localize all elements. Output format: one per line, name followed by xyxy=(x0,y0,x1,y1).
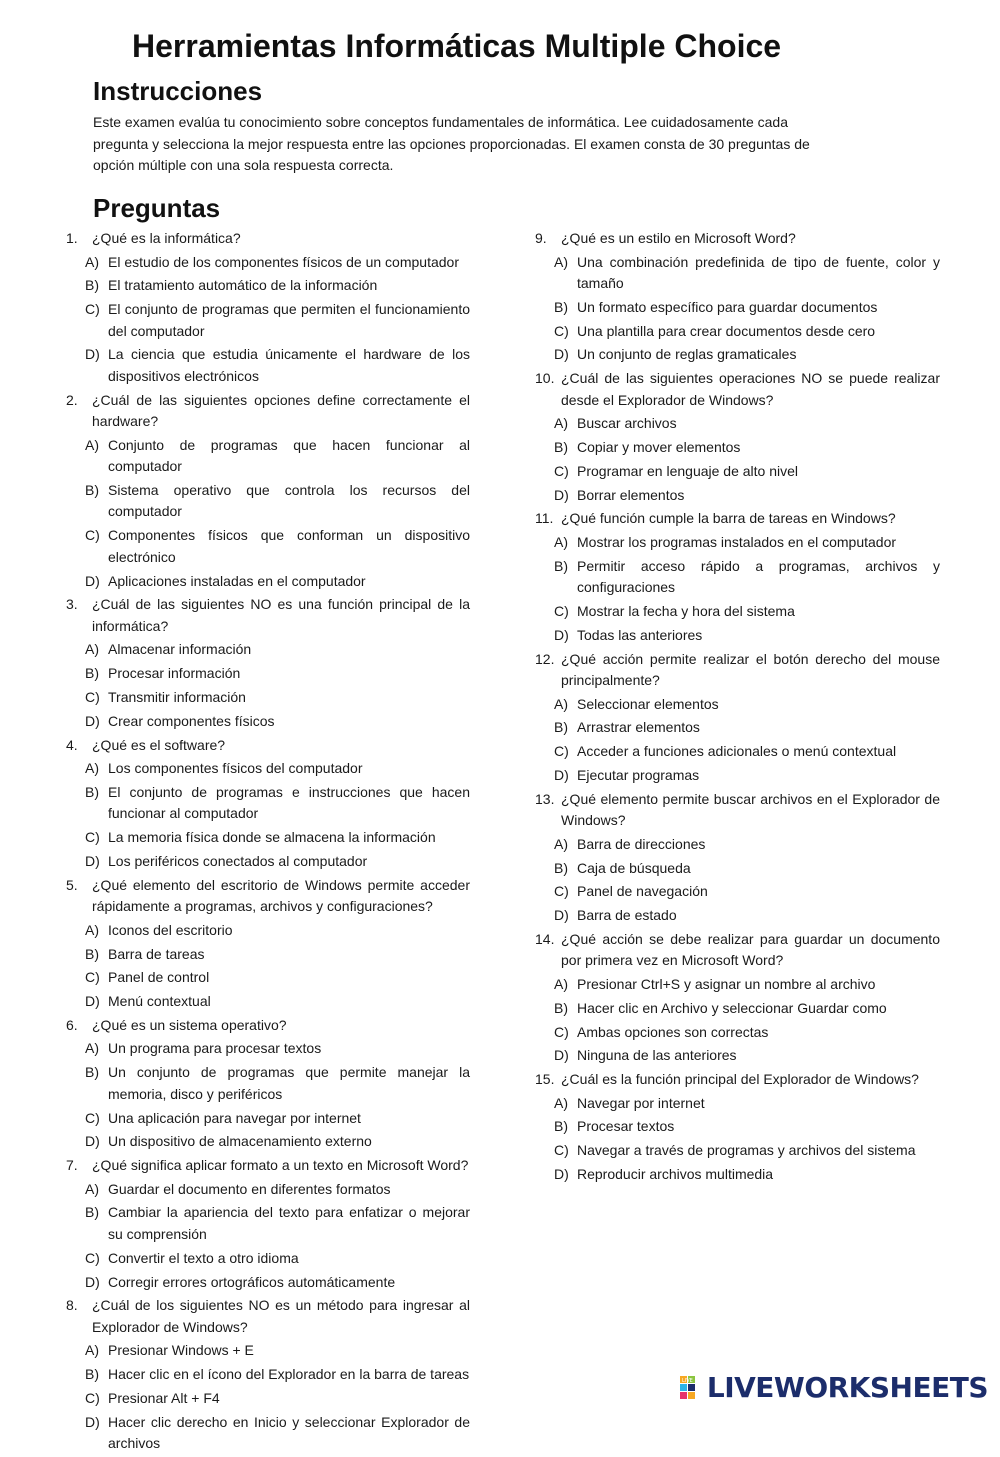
option-text: Componentes físicos que conforman un dispositivo electrónico xyxy=(108,527,470,565)
option-letter: B) xyxy=(554,999,568,1016)
answer-option[interactable] xyxy=(535,413,940,435)
option-letter: A) xyxy=(554,975,568,992)
question-number: 14. xyxy=(535,930,555,947)
option-text: Menú contextual xyxy=(108,993,211,1010)
option-text: Navegar por internet xyxy=(577,1094,705,1111)
option-text: Una combinación predefinida de tipo de fuente, color y tamaño xyxy=(577,253,940,291)
option-letter: B) xyxy=(554,557,568,574)
option-letter: D) xyxy=(85,993,100,1010)
question-text: ¿Qué elemento permite buscar archivos en el Explorador de Windows? xyxy=(561,790,940,829)
option-letter: C) xyxy=(554,1023,569,1040)
option-letter: D) xyxy=(85,346,100,363)
answer-option[interactable] xyxy=(535,1164,940,1186)
question-5 xyxy=(66,875,470,1013)
option-letter: C) xyxy=(85,1109,100,1126)
option-text: Una plantilla para crear documentos desde cero xyxy=(577,322,876,339)
answer-option[interactable] xyxy=(66,1248,470,1270)
question-12 xyxy=(535,649,940,787)
answer-options xyxy=(66,1340,470,1454)
option-text: Ambas opciones son correctas xyxy=(577,1023,769,1040)
answer-options xyxy=(66,758,470,872)
option-text: Presionar Ctrl+S y asignar un nombre al archivo xyxy=(577,975,876,992)
option-letter: A) xyxy=(554,835,568,852)
option-text: Almacenar información xyxy=(108,641,252,658)
answer-option[interactable] xyxy=(66,1202,470,1245)
option-text: Procesar información xyxy=(108,665,241,682)
instructions-heading: Instrucciones xyxy=(93,76,263,106)
option-text: Barra de estado xyxy=(577,907,677,924)
option-text: Borrar elementos xyxy=(577,486,685,503)
question-11 xyxy=(535,508,940,646)
option-text: Procesar textos xyxy=(577,1118,675,1135)
question-text: ¿Qué significa aplicar formato a un texto en Microsoft Word? xyxy=(92,1157,469,1174)
option-letter: A) xyxy=(85,1180,99,1197)
answer-option[interactable] xyxy=(66,967,470,989)
question-text-row xyxy=(535,929,940,972)
option-letter: D) xyxy=(85,1273,100,1290)
question-text-row xyxy=(66,594,470,637)
option-letter: D) xyxy=(85,712,100,729)
answer-option[interactable] xyxy=(535,905,940,927)
option-letter: B) xyxy=(554,719,568,736)
option-letter: B) xyxy=(85,665,99,682)
option-text: Barra de tareas xyxy=(108,945,205,962)
option-text: El tratamiento automático de la información xyxy=(108,277,378,294)
option-letter: B) xyxy=(85,783,99,800)
option-letter: A) xyxy=(554,695,568,712)
question-number: 7. xyxy=(66,1157,78,1174)
option-letter: A) xyxy=(85,921,99,938)
answer-option[interactable] xyxy=(66,1131,470,1153)
option-text: Un conjunto de reglas gramaticales xyxy=(577,346,797,363)
answer-option[interactable] xyxy=(66,1062,470,1105)
option-letter: C) xyxy=(554,322,569,339)
question-number: 4. xyxy=(66,736,78,753)
option-letter: B) xyxy=(85,1064,99,1081)
option-letter: D) xyxy=(554,486,569,503)
answer-option[interactable] xyxy=(535,1045,940,1067)
answer-option[interactable] xyxy=(66,275,470,297)
question-14 xyxy=(535,929,940,1067)
question-text-row xyxy=(66,875,470,918)
option-text: Permitir acceso rápido a programas, archivos y configuraciones xyxy=(577,557,940,596)
question-number: 12. xyxy=(535,650,555,667)
option-text: Presionar Windows + E xyxy=(108,1342,254,1359)
option-text: Seleccionar elementos xyxy=(577,695,719,712)
answer-option[interactable] xyxy=(66,827,470,849)
option-text: Sistema operativo que controla los recursos del computador xyxy=(108,481,470,520)
answer-option[interactable] xyxy=(535,321,940,343)
question-text: ¿Qué es un estilo en Microsoft Word? xyxy=(561,230,796,246)
option-letter: A) xyxy=(85,641,99,658)
answer-option[interactable] xyxy=(535,858,940,880)
answer-option[interactable] xyxy=(535,461,940,483)
question-number: 1. xyxy=(66,230,78,246)
answer-option[interactable] xyxy=(535,694,940,716)
option-text: Aplicaciones instaladas en el computador xyxy=(108,572,366,589)
option-text: Una aplicación para navegar por internet xyxy=(108,1109,361,1126)
answer-options xyxy=(66,252,470,388)
logo-letters: LIVE xyxy=(681,1377,693,1384)
instructions-text: Este examen evalúa tu conocimiento sobre conceptos fundamentales de informática. Lee cuidadosamente cada pregunta y selecciona la mejor respuesta entre las opciones proporcionadas. El examen consta de 30 preguntas de opción múltiple con una sola respuesta correcta. xyxy=(93,114,810,173)
answer-option[interactable] xyxy=(535,998,940,1020)
answer-options xyxy=(535,532,940,646)
question-text: ¿Cuál de las siguientes operaciones NO se puede realizar desde el Explorador de Windows? xyxy=(561,370,940,408)
option-text: El conjunto de programas e instrucciones que hacen funcionar al computador xyxy=(108,783,470,822)
answer-option[interactable] xyxy=(66,920,470,942)
question-number: 11. xyxy=(535,510,554,527)
option-text: Corregir errores ortográficos automáticamente xyxy=(108,1273,396,1290)
questions-heading: Preguntas xyxy=(93,193,221,223)
questions-column-right xyxy=(535,228,940,1188)
option-letter: B) xyxy=(85,481,99,498)
option-letter: D) xyxy=(554,626,569,643)
option-letter: C) xyxy=(85,1389,100,1406)
option-letter: D) xyxy=(554,766,569,783)
answer-option[interactable] xyxy=(66,571,470,593)
question-text: ¿Cuál de los siguientes NO es un método para ingresar al Explorador de Windows? xyxy=(92,1297,470,1335)
answer-option[interactable] xyxy=(535,1116,940,1138)
answer-option[interactable] xyxy=(66,851,470,873)
option-letter: C) xyxy=(85,1249,100,1266)
option-text: Transmitir información xyxy=(108,688,246,705)
option-text: Buscar archivos xyxy=(577,415,677,432)
answer-option[interactable] xyxy=(66,944,470,966)
question-text: ¿Cuál de las siguientes opciones define correctamente el hardware? xyxy=(92,391,470,430)
option-text: Barra de direcciones xyxy=(577,835,706,852)
question-text: ¿Qué es la informática? xyxy=(92,230,241,246)
answer-option[interactable] xyxy=(66,1412,470,1455)
option-letter: C) xyxy=(554,883,569,900)
answer-option[interactable] xyxy=(66,782,470,825)
option-text: Los periféricos conectados al computador xyxy=(108,852,368,869)
option-text: Mostrar la fecha y hora del sistema xyxy=(577,602,795,619)
option-letter: C) xyxy=(85,969,100,986)
option-text: Mostrar los programas instalados en el computador xyxy=(577,533,897,550)
option-letter: A) xyxy=(554,533,568,550)
question-text-row xyxy=(66,735,470,757)
answer-options xyxy=(535,694,940,787)
answer-option[interactable] xyxy=(66,711,470,733)
question-number: 8. xyxy=(66,1297,78,1314)
question-text: ¿Qué es un sistema operativo? xyxy=(92,1016,287,1033)
answer-option[interactable] xyxy=(66,1179,470,1201)
option-text: Convertir el texto a otro idioma xyxy=(108,1249,299,1266)
answer-option[interactable] xyxy=(66,252,470,274)
brand-name: LIVEWORKSHEETS xyxy=(706,1371,988,1404)
question-1 xyxy=(66,228,470,387)
answer-option[interactable] xyxy=(66,435,470,478)
option-text: Panel de control xyxy=(108,969,210,986)
answer-option[interactable] xyxy=(66,299,470,342)
question-text-row xyxy=(535,789,940,832)
answer-option[interactable] xyxy=(66,1340,470,1362)
option-letter: D) xyxy=(554,1047,569,1064)
option-text: Iconos del escritorio xyxy=(108,921,233,938)
question-text-row xyxy=(66,1015,470,1037)
answer-option[interactable] xyxy=(66,663,470,685)
option-text: La memoria física donde se almacena la información xyxy=(108,829,436,846)
option-letter: D) xyxy=(85,1413,100,1430)
option-letter: A) xyxy=(554,415,568,432)
answer-options xyxy=(535,1093,940,1186)
option-text: Ninguna de las anteriores xyxy=(577,1047,737,1064)
option-letter: B) xyxy=(554,438,568,455)
option-letter: A) xyxy=(85,253,99,270)
option-text: Navegar a través de programas y archivos del sistema xyxy=(577,1142,916,1159)
question-number: 10. xyxy=(535,370,555,387)
question-text-row xyxy=(535,368,940,411)
question-number: 5. xyxy=(66,876,78,893)
option-text: Copiar y mover elementos xyxy=(577,438,741,455)
answer-option[interactable] xyxy=(535,1022,940,1044)
option-text: Presionar Alt + F4 xyxy=(108,1389,220,1406)
question-text: ¿Cuál es la función principal del Explorador de Windows? xyxy=(561,1071,919,1088)
answer-option[interactable] xyxy=(535,765,940,787)
option-letter: A) xyxy=(85,436,99,453)
question-7 xyxy=(66,1155,470,1293)
question-text-row xyxy=(66,1295,470,1338)
answer-options xyxy=(66,639,470,732)
answer-option[interactable] xyxy=(535,252,940,295)
question-text-row xyxy=(535,508,940,530)
option-text: La ciencia que estudia únicamente el hardware de los dispositivos electrónicos xyxy=(108,346,470,384)
option-text: Guardar el documento en diferentes formatos xyxy=(108,1180,391,1197)
question-text: ¿Qué elemento del escritorio de Windows permite acceder rápidamente a programas, archivos y configuraciones? xyxy=(92,876,470,915)
question-text: ¿Qué acción se debe realizar para guardar un documento por primera vez en Microsoft Word? xyxy=(561,930,940,969)
option-letter: A) xyxy=(554,253,568,270)
option-letter: A) xyxy=(85,1342,99,1359)
option-letter: C) xyxy=(85,301,100,318)
question-8 xyxy=(66,1295,470,1454)
option-letter: C) xyxy=(554,602,569,619)
option-letter: C) xyxy=(85,688,100,705)
option-text: Hacer clic derecho en Inicio y seleccionar Explorador de archivos xyxy=(108,1413,470,1452)
option-letter: B) xyxy=(554,298,568,315)
option-text: Cambiar la apariencia del texto para enfatizar o mejorar su comprensión xyxy=(108,1204,470,1242)
answer-option[interactable] xyxy=(535,532,940,554)
question-number: 9. xyxy=(535,230,547,246)
answer-options xyxy=(66,1038,470,1152)
option-text: Reproducir archivos multimedia xyxy=(577,1166,774,1183)
option-text: Arrastrar elementos xyxy=(577,719,700,736)
answer-option[interactable] xyxy=(66,1388,470,1410)
option-text: Crear componentes físicos xyxy=(108,712,275,729)
option-text: Hacer clic en Archivo y seleccionar Guardar como xyxy=(577,999,887,1016)
answer-option[interactable] xyxy=(66,1272,470,1294)
option-text: Un dispositivo de almacenamiento externo xyxy=(108,1133,372,1150)
option-letter: C) xyxy=(85,829,100,846)
option-text: Todas las anteriores xyxy=(577,626,703,643)
answer-option[interactable] xyxy=(66,480,470,523)
question-number: 13. xyxy=(535,790,555,807)
question-text: ¿Qué es el software? xyxy=(92,736,226,753)
option-text: Acceder a funciones adicionales o menú contextual xyxy=(577,743,897,760)
answer-option[interactable] xyxy=(66,1364,470,1386)
option-letter: A) xyxy=(85,760,99,777)
answer-option[interactable] xyxy=(535,741,940,763)
page-title: Herramientas Informáticas Multiple Choice xyxy=(132,28,782,64)
question-text-row xyxy=(535,228,940,250)
option-text: El conjunto de programas que permiten el funcionamiento del computador xyxy=(108,301,470,339)
answer-option[interactable] xyxy=(535,344,940,366)
option-letter: B) xyxy=(85,945,99,962)
option-letter: B) xyxy=(554,859,568,876)
question-4 xyxy=(66,735,470,873)
answer-option[interactable] xyxy=(535,1093,940,1115)
answer-option[interactable] xyxy=(535,834,940,856)
option-letter: B) xyxy=(85,277,99,294)
question-text-row xyxy=(66,228,470,250)
answer-option[interactable] xyxy=(66,758,470,780)
option-letter: B) xyxy=(85,1204,99,1221)
question-text-row xyxy=(66,1155,470,1177)
answer-option[interactable] xyxy=(535,437,940,459)
answer-option[interactable] xyxy=(66,1038,470,1060)
answer-option[interactable] xyxy=(66,1108,470,1130)
question-9 xyxy=(535,228,940,366)
question-text: ¿Cuál de las siguientes NO es una función principal de la informática? xyxy=(92,596,470,634)
question-number: 15. xyxy=(535,1071,555,1088)
answer-option[interactable] xyxy=(535,556,940,599)
option-text: Un conjunto de programas que permite manejar la memoria, disco y periféricos xyxy=(108,1064,470,1102)
question-15 xyxy=(535,1069,940,1185)
option-letter: A) xyxy=(554,1094,568,1111)
liveworksheets-logo-icon xyxy=(679,1375,705,1401)
option-text: Hacer clic en el ícono del Explorador en la barra de tareas xyxy=(108,1366,470,1383)
answer-option[interactable] xyxy=(535,601,940,623)
answer-option[interactable] xyxy=(66,525,470,568)
option-text: Caja de búsqueda xyxy=(577,859,691,876)
questions-column-left xyxy=(66,228,470,1457)
option-letter: D) xyxy=(85,572,100,589)
question-10 xyxy=(535,368,940,506)
question-13 xyxy=(535,789,940,927)
answer-options xyxy=(66,1179,470,1293)
option-letter: A) xyxy=(85,1040,99,1057)
liveworksheets-brand xyxy=(679,1371,988,1404)
question-number: 3. xyxy=(66,596,78,613)
option-letter: C) xyxy=(554,743,569,760)
answer-option[interactable] xyxy=(535,485,940,507)
question-3 xyxy=(66,594,470,732)
option-text: Programar en lenguaje de alto nivel xyxy=(577,462,799,479)
question-text: ¿Qué función cumple la barra de tareas en Windows? xyxy=(561,510,896,527)
answer-options xyxy=(535,252,940,366)
answer-option[interactable] xyxy=(66,344,470,387)
answer-options xyxy=(535,974,940,1067)
option-letter: D) xyxy=(85,852,100,869)
question-2 xyxy=(66,390,470,592)
answer-options xyxy=(535,413,940,506)
answer-option[interactable] xyxy=(535,974,940,996)
option-letter: B) xyxy=(554,1118,568,1135)
option-letter: C) xyxy=(85,527,100,544)
answer-option[interactable] xyxy=(66,687,470,709)
question-text-row xyxy=(535,1069,940,1091)
option-text: Los componentes físicos del computador xyxy=(108,760,363,777)
answer-options xyxy=(66,435,470,592)
option-text: El estudio de los componentes físicos de un computador xyxy=(108,253,459,270)
option-letter: C) xyxy=(554,1142,569,1159)
option-text: Un programa para procesar textos xyxy=(108,1040,322,1057)
answer-option[interactable] xyxy=(535,297,940,319)
answer-options xyxy=(535,834,940,927)
question-text-row xyxy=(66,390,470,433)
option-letter: C) xyxy=(554,462,569,479)
answer-option[interactable] xyxy=(66,639,470,661)
option-letter: D) xyxy=(554,346,569,363)
option-letter: D) xyxy=(85,1133,100,1150)
question-number: 6. xyxy=(66,1016,78,1033)
option-text: Un formato específico para guardar documentos xyxy=(577,298,878,315)
question-number: 2. xyxy=(66,391,78,408)
answer-option[interactable] xyxy=(535,717,940,739)
question-6 xyxy=(66,1015,470,1153)
option-text: Ejecutar programas xyxy=(577,766,700,783)
answer-option[interactable] xyxy=(66,991,470,1013)
option-letter: D) xyxy=(554,1166,569,1183)
question-text-row xyxy=(535,649,940,692)
answer-option[interactable] xyxy=(535,881,940,903)
option-text: Conjunto de programas que hacen funcionar al computador xyxy=(108,436,470,475)
option-letter: B) xyxy=(85,1366,99,1383)
option-letter: D) xyxy=(554,907,569,924)
option-text: Panel de navegación xyxy=(577,883,708,900)
answer-options xyxy=(66,920,470,1013)
answer-option[interactable] xyxy=(535,625,940,647)
question-text: ¿Qué acción permite realizar el botón derecho del mouse principalmente? xyxy=(561,650,940,689)
answer-option[interactable] xyxy=(535,1140,940,1162)
